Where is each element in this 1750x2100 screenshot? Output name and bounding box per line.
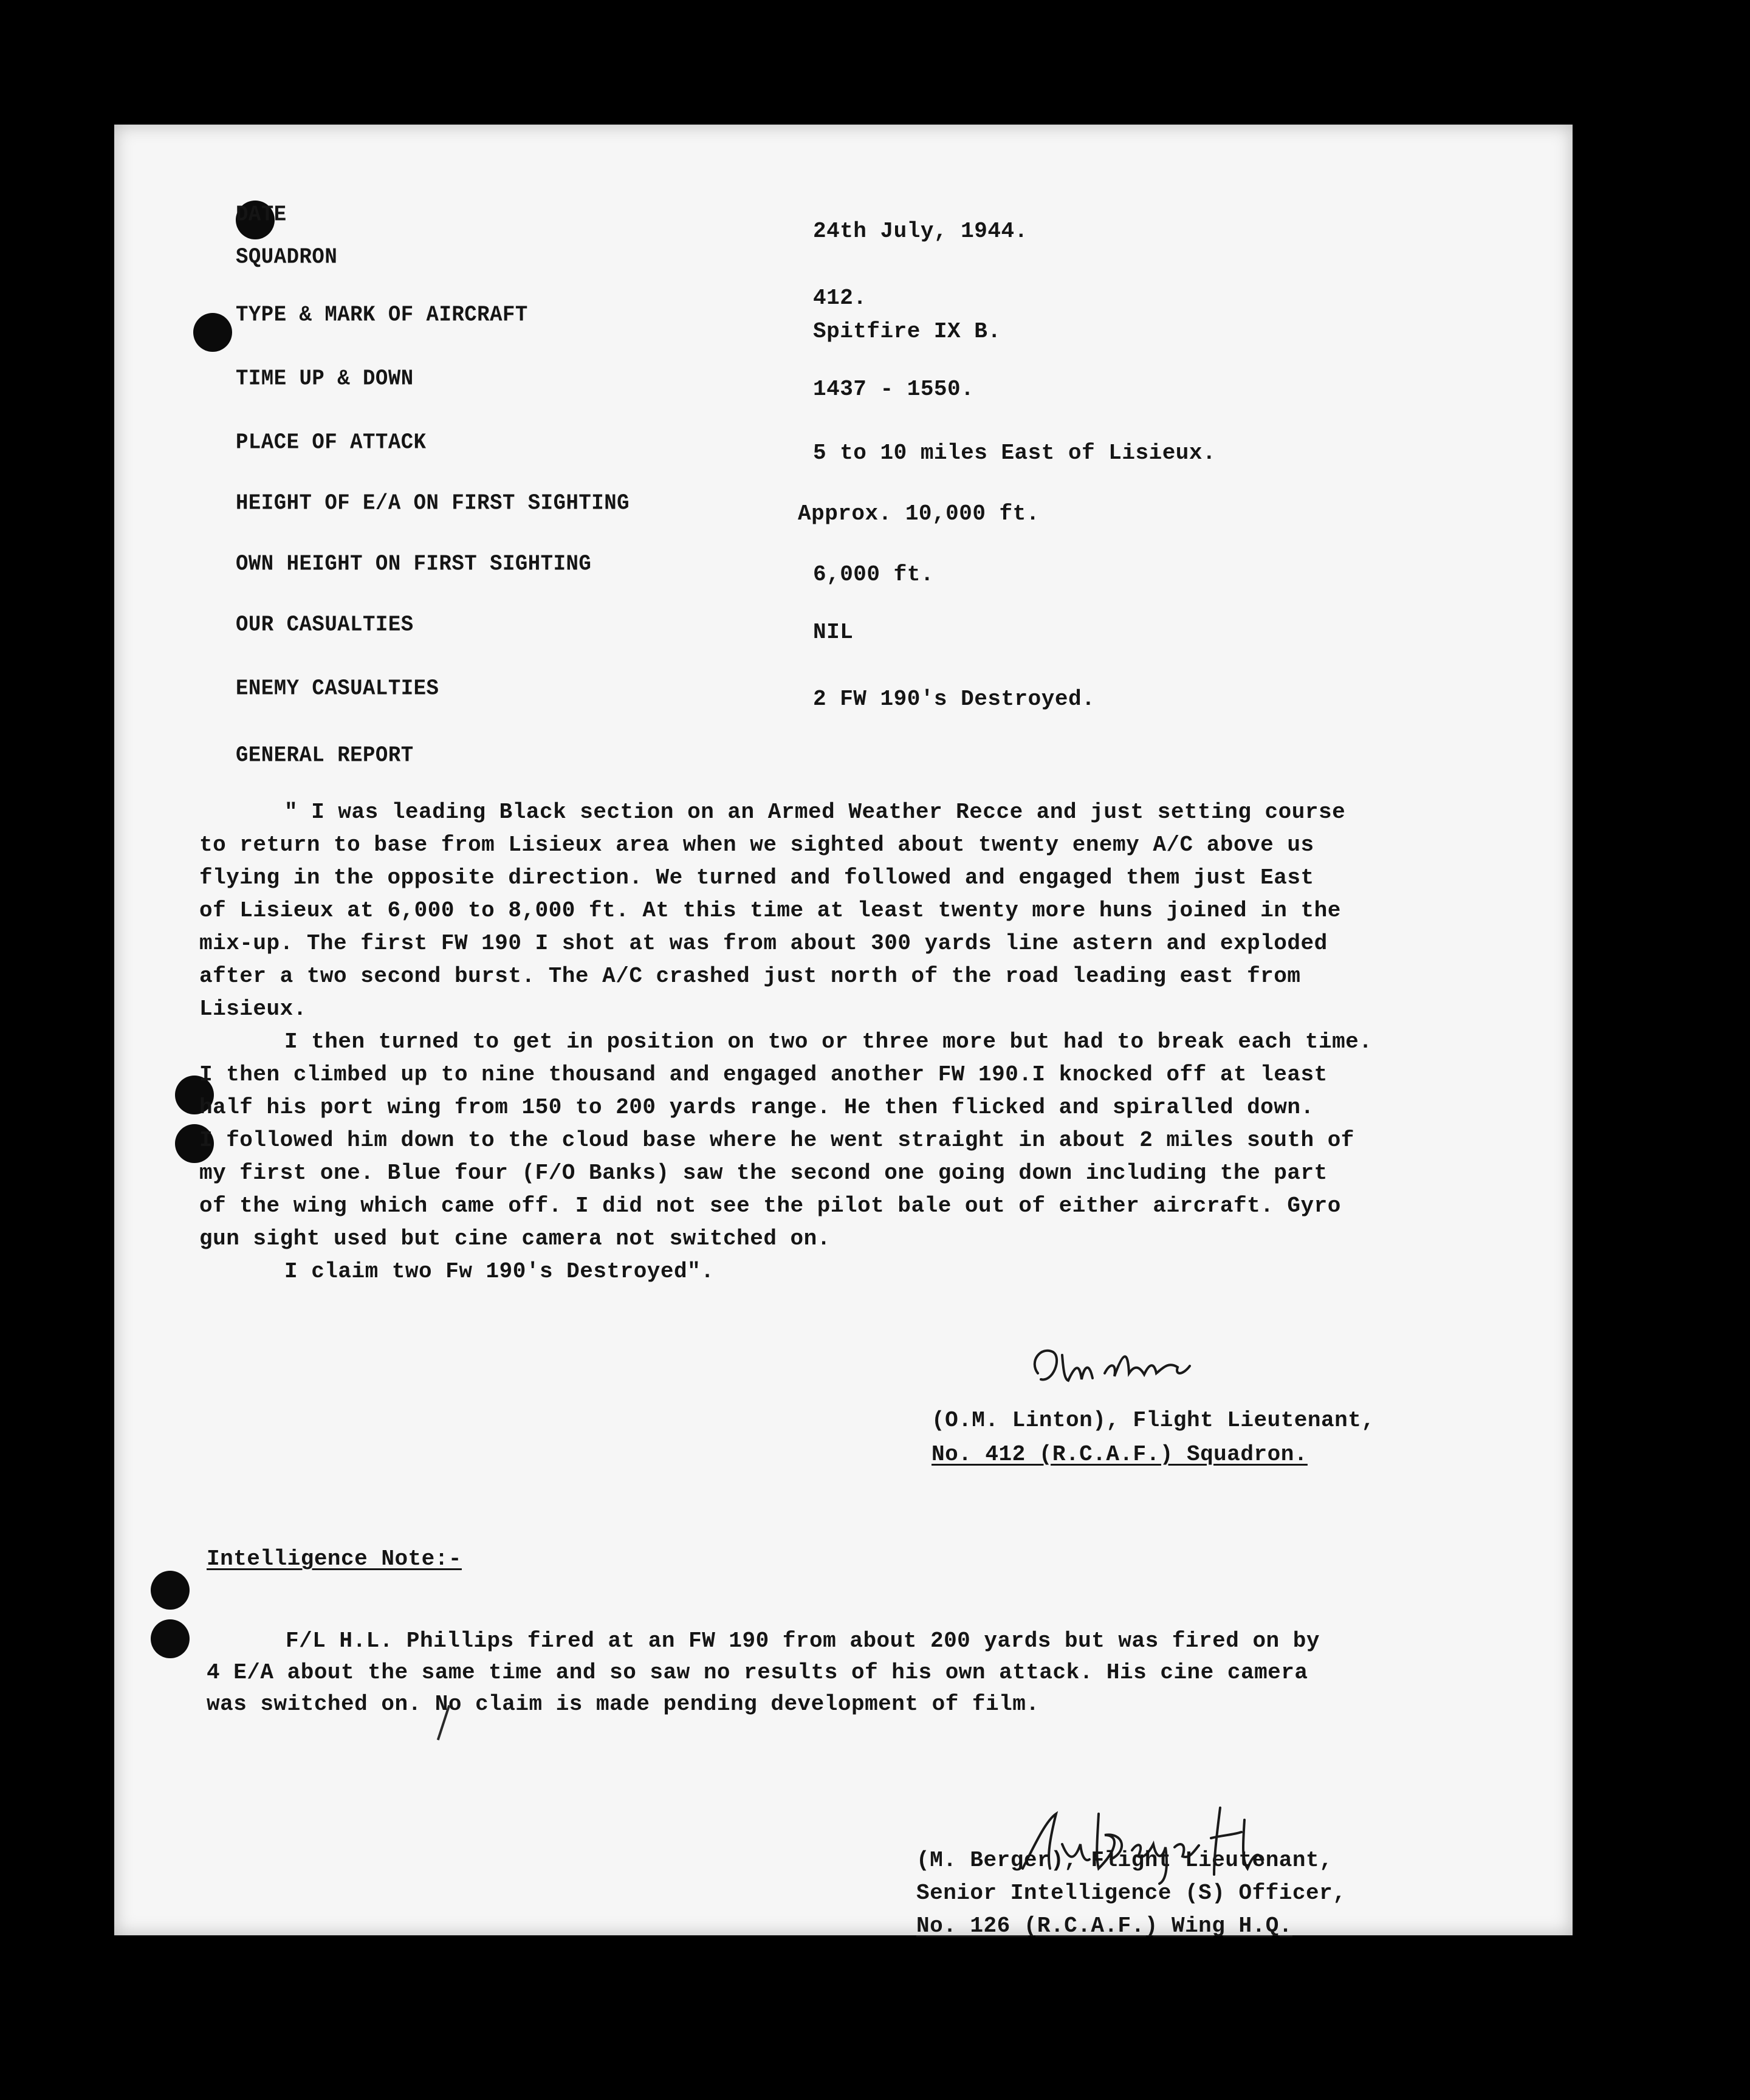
punch-hole	[151, 1571, 190, 1610]
report-line: of Lisieux at 6,000 to 8,000 ft. At this time at least twenty more huns joined in the	[199, 898, 1341, 923]
report-line: to return to base from Lisieux area when we sighted about twenty enemy A/C above us	[199, 832, 1314, 857]
label-place: PLACE OF ATTACK	[236, 431, 427, 455]
label-enemy-casualties: ENEMY CASUALTIES	[236, 677, 439, 701]
value-our-casualties: NIL	[813, 620, 854, 645]
label-own-height: OWN HEIGHT ON FIRST SIGHTING	[236, 552, 592, 577]
value-place: 5 to 10 miles East of Lisieux.	[813, 441, 1216, 465]
value-squadron: 412.	[813, 286, 867, 311]
general-report-body	[199, 796, 1512, 1288]
pilot-handwritten-signature	[1026, 1337, 1208, 1410]
report-page	[114, 125, 1573, 1938]
report-line: half his port wing from 150 to 200 yards range. He then flicked and spiralled down.	[199, 1095, 1314, 1120]
value-enemy-casualties: 2 FW 190's Destroyed.	[813, 687, 1096, 712]
label-general-report: GENERAL REPORT	[236, 744, 414, 768]
intelligence-line: 4 E/A about the same time and so saw no results of his own attack. His cine camera	[207, 1660, 1308, 1685]
pilot-unit-line: No. 412 (R.C.A.F.) Squadron.	[932, 1442, 1308, 1467]
value-date: 24th July, 1944.	[813, 219, 1028, 244]
report-line: of the wing which came off. I did not see the pilot bale out of either aircraft. Gyro	[199, 1193, 1341, 1218]
officer-name-line: (M. Berger), Flight Lieutenant,	[916, 1848, 1333, 1873]
value-own-height: 6,000 ft.	[813, 562, 934, 587]
report-line: I followed him down to the cloud base where he went straight in about 2 miles south of	[199, 1128, 1354, 1153]
report-line: my first one. Blue four (F/O Banks) saw the second one going down including the part	[199, 1161, 1328, 1186]
intelligence-note-heading: Intelligence Note:-	[207, 1546, 462, 1571]
value-time: 1437 - 1550.	[813, 377, 975, 402]
report-line: flying in the opposite direction. We turned and followed and engaged them just East	[199, 865, 1314, 890]
report-line: I then climbed up to nine thousand and engaged another FW 190.I knocked off at least	[199, 1062, 1328, 1087]
value-aircraft: Spitfire IX B.	[813, 319, 1001, 344]
pilot-name-line: (O.M. Linton), Flight Lieutenant,	[932, 1408, 1375, 1433]
report-claim-line: I claim two Fw 190's Destroyed".	[284, 1259, 715, 1284]
report-line: I then turned to get in position on two or three more but had to break each time.	[284, 1029, 1373, 1054]
officer-unit-line: No. 126 (R.C.A.F.) Wing H.Q.	[916, 1913, 1292, 1938]
label-height-ea: HEIGHT OF E/A ON FIRST SIGHTING	[236, 492, 630, 516]
punch-hole	[151, 1619, 190, 1658]
label-date: DATE	[236, 203, 287, 227]
value-height-ea: Approx. 10,000 ft.	[798, 501, 1040, 526]
report-line: " I was leading Black section on an Armed Weather Recce and just setting course	[284, 800, 1346, 825]
report-line: Lisieux.	[199, 997, 307, 1021]
punch-hole	[193, 313, 232, 352]
intelligence-line: F/L H.L. Phillips fired at an FW 190 from about 200 yards but was fired on by	[286, 1628, 1320, 1653]
label-squadron: SQUADRON	[236, 245, 338, 270]
report-line: after a two second burst. The A/C crashed just north of the road leading east from	[199, 964, 1301, 989]
officer-title-line: Senior Intelligence (S) Officer,	[916, 1881, 1347, 1906]
report-line: gun sight used but cine camera not switched on.	[199, 1226, 831, 1251]
label-aircraft: TYPE & MARK OF AIRCRAFT	[236, 303, 528, 328]
report-line: mix-up. The first FW 190 I shot at was from about 300 yards line astern and exploded	[199, 931, 1328, 956]
label-our-casualties: OUR CASUALTIES	[236, 613, 414, 637]
intelligence-note-body	[207, 1625, 1543, 1720]
officer-signature-block	[916, 1844, 1346, 1943]
label-time: TIME UP & DOWN	[236, 367, 414, 391]
intelligence-line: was switched on. No claim is made pending development of film.	[207, 1692, 1040, 1717]
pilot-signature-block	[932, 1404, 1374, 1472]
